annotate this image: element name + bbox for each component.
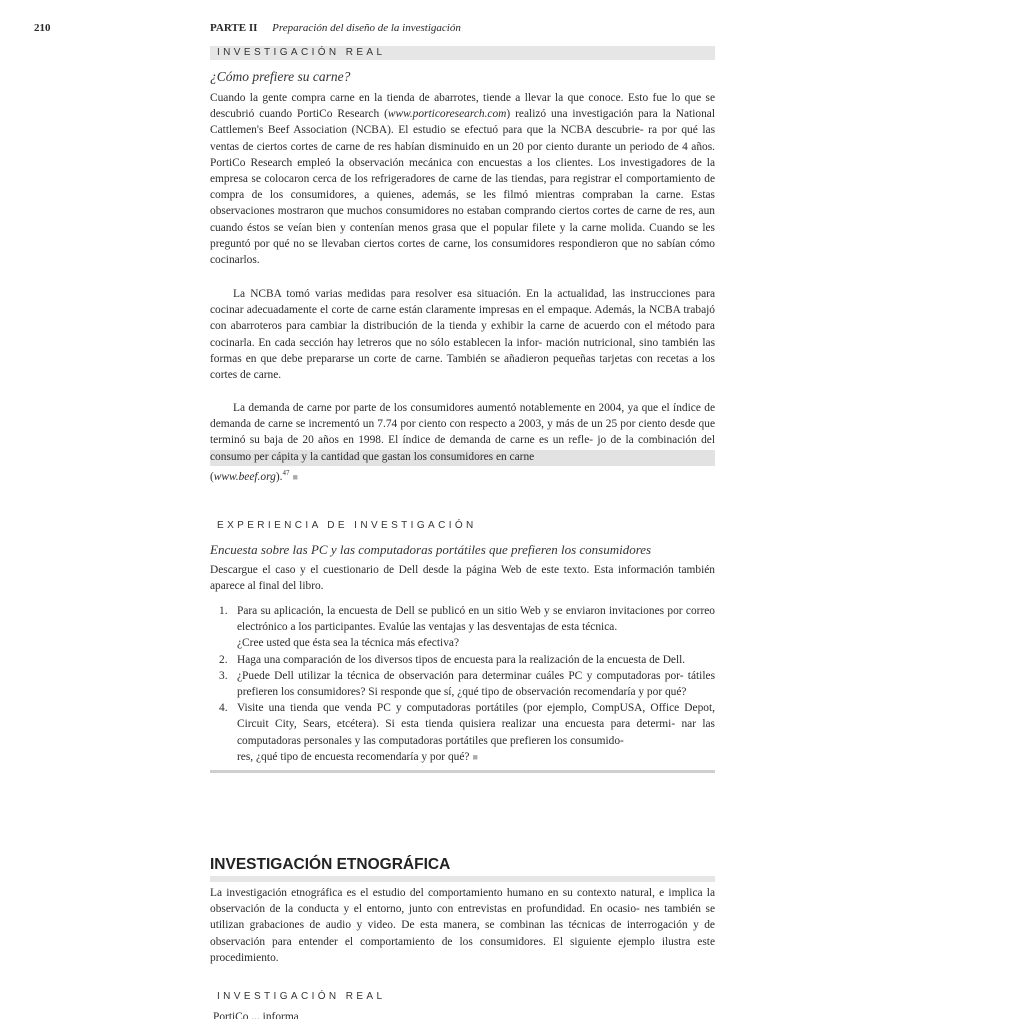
section-banner-real-2: [210, 990, 715, 1004]
question-extra: res, ¿qué tipo de encuesta recomendaría y por qué?: [237, 750, 470, 763]
paragraph-3-text: La demanda de carne por parte de los consumidores aumentó notablemente en 2004, ya que el índice de demanda de carne se incrementó un 7.74 por ciento con respecto a 2003, y más de un 25 por ciento desde que terminó su baja de 20 años en 1998. El índice de demanda de carne es un refle- jo de la combinación del consumo per cápita y la cantidad que gastan los consumidores en carne: [210, 402, 715, 463]
paragraph-3-url: www.beef.org: [213, 470, 276, 483]
section-title: Encuesta sobre las PC y las computadoras portátiles que prefieren los consumidores: [210, 542, 652, 557]
part-title: Preparación del diseño de la investigación: [272, 22, 461, 34]
section-heading: INVESTIGACIÓN ETNOGRÁFICA: [210, 856, 451, 873]
cut-off-text: PortiCo ... informa: [213, 1011, 299, 1019]
paragraph-2: La NCBA tomó varias medidas para resolver esa situación. En la actualidad, las instrucciones para cocinar adecuadamente el corte de carne están claramente impresas en el empaque. Además, la NCBA trabajó con abarroteros para cambiar la distribución de la tienda y exhibir la carne de acuerdo con el método para cocinarla. En cada sección hay letreros que no sólo establecen la infor- mación nutricional, sino también las formas en que debe prepararse un corte de carne. También se añadieron pequeñas tarjetas con recetas a los cortes de carne.: [210, 288, 715, 382]
question-item: [210, 652, 715, 668]
question-extra: ¿Cree usted que ésta sea la técnica más efectiva?: [237, 637, 459, 650]
question-list: [210, 603, 715, 765]
end-square-icon: ■: [472, 751, 478, 762]
question-number: 1.: [219, 605, 228, 617]
paragraph-1-url: www.porticoresearch.com: [387, 108, 507, 121]
highlight-line: [210, 770, 715, 773]
question-text: Para su aplicación, la encuesta de Dell se publicó en un sitio Web y se enviaron invitaciones por correo electrónico a los participantes. Evalúe las ventajas y las desventajas de esta técnica.: [237, 605, 715, 634]
question-item: [210, 700, 715, 765]
paragraph-3: La demanda de carne por parte de los consumidores aumentó notablemente en 2004, ya que el índice de demanda de carne se incrementó un 7.74 por ciento con respecto a 2003, y más de un 25 por ciento desde que terminó su baja de 20 años en 1998. El índice de demanda de carne es un refle- jo de la combinación del consumo per cápita y la cantidad que gastan los consumidores en carne (www.beef.org).$^{47}$ ■: [210, 402, 715, 483]
question-text: Haga una comparación de los diversos tipos de encuesta para la realización de la encuesta de Dell.: [237, 653, 686, 666]
question-number: 2.: [219, 653, 228, 666]
section-banner-experience: [210, 519, 715, 533]
end-square-icon: ■: [292, 471, 298, 482]
question-text: Visite una tienda que venda PC y computadoras portátiles (por ejemplo, CompUSA, Office Depot, Circuit City, Sears, etcétera). Si esta tienda quisiera realizar una encuesta para determi- nar las computadoras personales y las computadoras portátiles que prefieren los consumido-: [237, 702, 715, 747]
heading-rule: [210, 876, 715, 882]
paragraph-1-text-b: ) realizó una investigación para la National Cattlemen's Beef Association (NCBA). El estudio se efectuó para que la NCBA descubrie- ra por qué las ventas de ciertos cortes de carne de res habían disminuido en un 20 por ciento durante un periodo de 4 años. PortiCo Research empleó la observación mecánica con encuestas a los clientes. Los investigadores de la empresa se colocaron cerca de los refrigeradores de carne de las tiendas, para registrar el comportamiento de compra de los consumidores, a quienes, además, se les filmó mientras compraban la carne. Estas observaciones mostraron que muchos consumidores no estaban comprando ciertos cortes de carne de res, aun cuando éstos se veían bien y contenían menos grasa que el popular filete y la carne molida. Cuando se les preguntó por qué no se llevaban ciertos cortes de carne, los consumidores respondieron que no sabían cómo cocinarlos.: [210, 108, 715, 267]
part-label: PARTE II: [210, 22, 258, 34]
question-number: 4.: [219, 702, 228, 715]
ethnographic-paragraph: La investigación etnográfica es el estudio del comportamiento humano en su contexto natural, e implica la observación de la conducta y el entorno, junto con entrevistas en profundidad. En ocasio- nes también se utilizan grabaciones de audio y video. De esta manera, se combinan las técnicas de interrogación y de observación para entender el comportamiento de los consumidores. El siguiente ejemplo ilustra este procedimiento.: [210, 887, 715, 964]
paragraph-1: [210, 90, 715, 268]
page-number: 210: [34, 22, 51, 34]
experience-intro: Descargue el caso y el cuestionario de Dell desde la página Web de este texto. Esta información también aparece al final del libro.: [210, 564, 715, 593]
section-title: ¿Cómo prefiere su carne?: [210, 69, 351, 84]
section-banner-real: [210, 46, 715, 60]
question-text: ¿Puede Dell utilizar la técnica de observación para determinar cuáles PC y computadoras por- tátiles prefieren los consumidores? Si responde que sí, ¿qué tipo de observación recomendaría y por qué?: [237, 669, 715, 699]
banner-label: EXPERIENCIA DE INVESTIGACIÓN: [217, 520, 477, 531]
running-head: [210, 22, 461, 34]
question-item: [210, 603, 715, 652]
banner-label: INVESTIGACIÓN REAL: [217, 47, 386, 58]
footnote-ref: 47: [282, 468, 290, 477]
paragraph-1-text-a: Cuando la gente compra carne en la tienda de abarrotes, tiende a llevar la que conoce. Esto fue lo que se descubrió cuando PortiCo Research (: [210, 92, 715, 121]
question-item: [210, 668, 715, 700]
question-number: 3.: [219, 669, 228, 682]
banner-label: INVESTIGACIÓN REAL: [217, 991, 386, 1002]
